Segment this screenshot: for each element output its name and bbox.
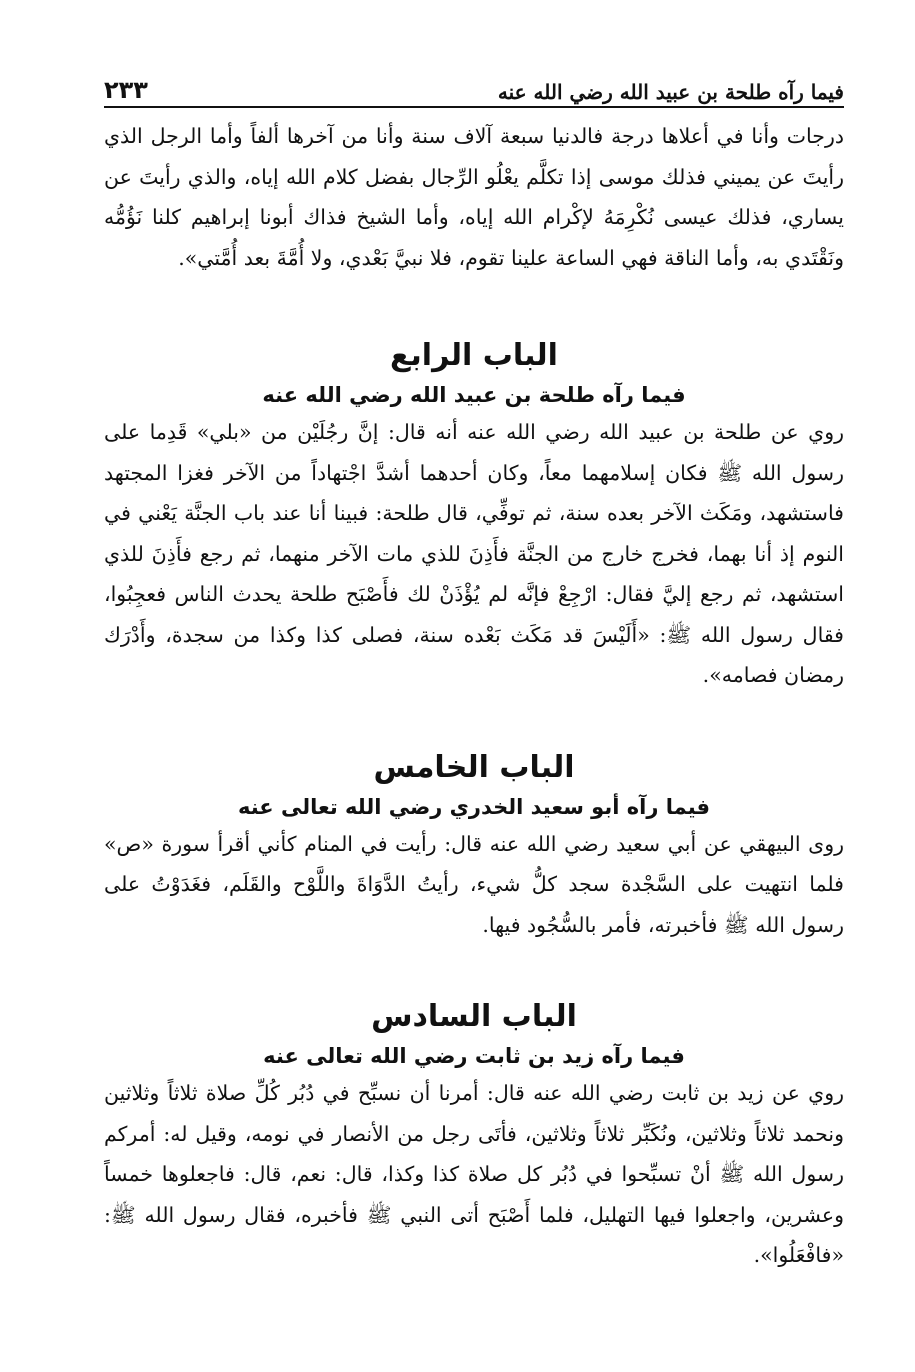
chapter-subtitle: فيما رآه طلحة بن عبيد الله رضي الله عنه xyxy=(262,383,686,407)
chapter-five xyxy=(104,746,844,946)
header-rule xyxy=(104,106,844,108)
chapter-body: روي عن طلحة بن عبيد الله رضي الله عنه أنه قال: إنَّ رجُلَيْن من «بلي» قَدِما على رسول الله ﷺ فكان إسلامهما معاً، وكان أحدهما أشدَّ اجْتهاداً من الآخر فغزا المجتهد فاستشهد، ومَكَث الآخر بعده سنة، ثم توفِّي، قال طلحة: فبينا أنا عند باب الجنَّة يَعْني في النوم إذ أنا بهما، فخرج خارج من الجنَّة فأَذِنَ للذي مات الآخر منهما، ثم رجع فأَذِنَ للذي استشهد، ثم رجع إليَّ فقال: ارْجِعْ فإنَّه لم يُؤْذَنْ لك فأَصْبَح طلحة يحدث الناس فعجِبُوا، فقال رسول الله ﷺ: «أَلَيْسَ قد مَكَث بَعْده سنة، فصلى كذا وكذا من سجدة، وأَدْرَك رمضان فصامه». xyxy=(104,420,844,687)
running-title: فيما رآه طلحة بن عبيد الله رضي الله عنه xyxy=(497,80,844,104)
chapter-body: روي عن زيد بن ثابت رضي الله عنه قال: أمرنا أن نسبِّح في دُبُر كُلِّ صلاة ثلاثاً وثلاثين ونحمد ثلاثاً وثلاثين، ونُكَبِّر ثلاثاً وثلاثين، فأتَى رجل من الأنصار في نومه، وقيل له: أمركم رسول الله ﷺ أنْ تسبِّحوا في دُبُر كل صلاة كذا وكذا، قال: نعم، قال: فاجعلوها خمساً وعشرين، واجعلوا فيها التهليل، فلما أَصْبَح أتى النبي ﷺ فأخبره، فقال رسول الله ﷺ: «فافْعَلُوا». xyxy=(104,1081,844,1267)
chapter-subtitle: فيما رآه زيد بن ثابت رضي الله تعالى عنه xyxy=(263,1044,685,1068)
chapter-title: الباب الرابع xyxy=(390,338,558,373)
chapter-subtitle: فيما رآه أبو سعيد الخدري رضي الله تعالى عنه xyxy=(237,794,711,819)
chapter-six xyxy=(104,995,844,1276)
chapter-four xyxy=(104,334,844,696)
page-number: ٢٣٣ xyxy=(104,76,148,104)
chapter-body: روى البيهقي عن أبي سعيد رضي الله عنه قال: رأيت في المنام كأني أقرأ سورة «ص» فلما انتهيت على السَّجْدة سجد كلُّ شيء، رأيتُ الدَّوَاةَ واللَّوْح والقَلَم، فغَدَوْتُ على رسول الله ﷺ فأخبرته، فأمر بالسُّجُود فيها. xyxy=(104,831,844,937)
chapter-title: الباب الخامس xyxy=(373,749,575,785)
page-content xyxy=(104,116,844,1276)
intro-paragraph: درجات وأنا في أعلاها درجة فالدنيا سبعة آلاف سنة وأنا من آخرها ألفاً وأما الرجل الذي رأيتَ عن يميني فذلك موسى إذا تكلَّم يعْلُو الرِّجال بفضل كلام الله إياه، والذي رأيتَ عن يساري، فذلك عيسى نُكْرِمَهُ لإكْرام الله إياه، وأما الشيخ فذاك أبونا إبراهيم كلنا نَؤُمُّه ونَقْتَدي به، وأما الناقة فهي الساعة علينا تقوم، فلا نبيَّ بَعْدي، ولا أُمَّةَ بعد أُمَّتي». xyxy=(104,124,844,270)
chapter-title: الباب السادس xyxy=(371,999,577,1034)
running-header xyxy=(104,66,844,104)
